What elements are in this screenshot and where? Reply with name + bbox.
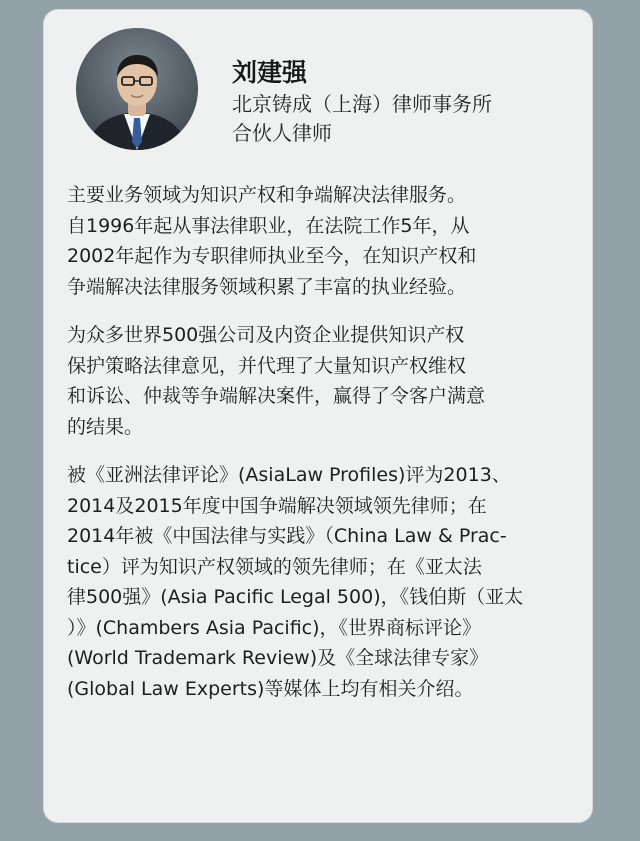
person-role: 合伙人律师: [232, 121, 332, 145]
bio-line: 2002年起作为专职律师执业至今，在知识产权和: [67, 245, 477, 267]
bio-line: 2014及2015年度中国争端解决领域领先律师；在: [67, 494, 487, 517]
bio-line: 律500强》(Asia Pacific Legal 500)，《钱伯斯（亚太: [67, 586, 524, 608]
bio-section: [67, 180, 587, 722]
bio-paragraph: [67, 460, 587, 704]
bio-line: 和诉讼、仲裁等争端解决案件，赢得了令客户满意: [67, 385, 486, 407]
profile-card: [44, 10, 592, 822]
bio-line: tice）评为知识产权领域的领先律师；在《亚太法: [67, 555, 482, 578]
bio-line: 争端解决法律服务领域积累了丰富的执业经验。: [67, 275, 467, 298]
bio-line: 保护策略法律意见，并代理了大量知识产权维权: [67, 354, 467, 377]
bio-line: ）》(Chambers Asia Pacific)，《世界商标评论》: [67, 616, 482, 639]
bio-paragraph: [67, 320, 587, 442]
bio-paragraph: [67, 180, 587, 302]
profile-header: [76, 28, 566, 154]
bio-line: 的结果。: [67, 415, 144, 438]
bio-line: 为众多世界500强公司及内资企业提供知识产权: [67, 324, 465, 346]
bio-line: 被《亚洲法律评论》(AsiaLaw Profiles)评为2013、: [67, 464, 511, 486]
person-name: 刘建强: [232, 58, 308, 87]
bio-line: 主要业务领域为知识产权和争端解决法律服务。: [67, 184, 467, 206]
avatar-photo-icon: [76, 28, 198, 150]
bio-line: (World Trademark Review)及《全球法律专家》: [67, 647, 489, 669]
bio-line: 2014年被《中国法律与实践》（China Law & Prac-: [67, 525, 507, 547]
bio-line: 自1996年起从事法律职业，在法院工作5年，从: [67, 214, 470, 237]
avatar: [76, 28, 198, 150]
bio-line: (Global Law Experts)等媒体上均有相关介绍。: [67, 677, 474, 700]
firm-name: 北京铸成（上海）律师事务所: [232, 92, 492, 116]
